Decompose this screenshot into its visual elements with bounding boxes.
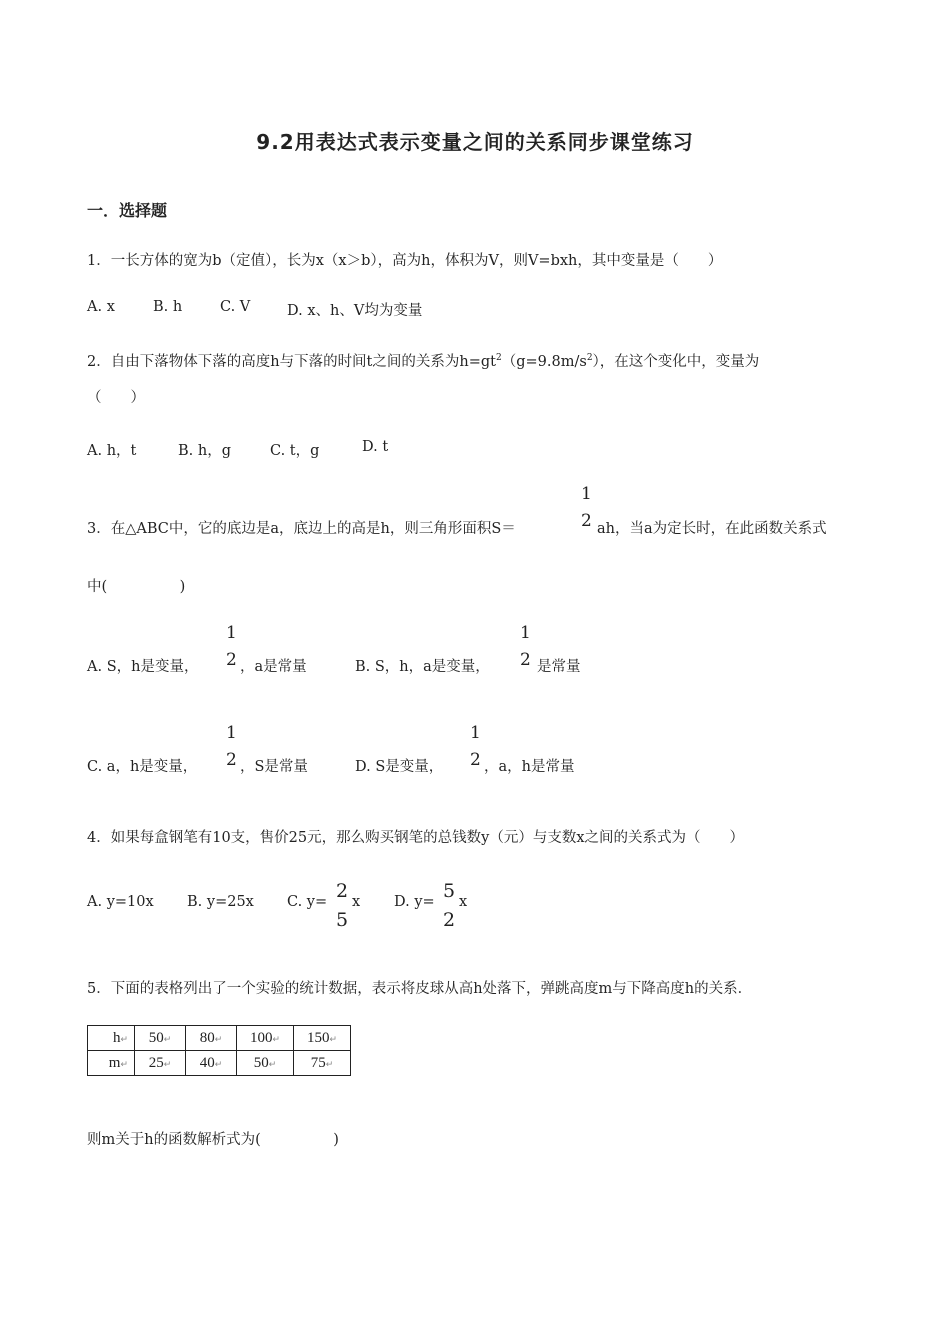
fraction-denominator: 2 [470,750,481,770]
fraction-numerator: 1 [226,623,237,643]
table-cell [186,1051,237,1076]
question-3-option-c-pre: C. a，h是变量， [87,759,198,775]
table-row [88,1026,351,1051]
fraction-numerator: 1 [226,723,237,743]
question-3-option-d-post: ，a，h是常量 [484,759,575,775]
question-3-option-b-pre: B. S，h，a是变量， [355,659,490,675]
table-cell [294,1026,351,1051]
cell-value: 25 [148,1054,164,1071]
cell-value: 100 [249,1029,273,1046]
table-row [88,1051,351,1076]
data-table [87,1025,351,1076]
question-2-text-line2: （ ） [87,390,145,406]
question-3-text-post: ah，当a为定长时，在此函数关系式 [597,521,827,537]
exponent: 2 [586,353,593,364]
return-mark-icon: ↵ [272,1033,281,1044]
question-4-option-c-post: x [352,894,361,910]
fraction-two-fifths [336,882,348,930]
question-2-option-c: C. t，g [270,443,320,459]
return-mark-icon: ↵ [329,1033,338,1044]
question-2-option-a: A. h，t [87,443,137,459]
return-mark-icon: ↵ [163,1033,172,1044]
return-mark-icon: ↵ [268,1058,277,1069]
question-2-option-b: B. h，g [178,443,231,459]
fraction-denominator: 2 [226,750,237,770]
cell-value: 80 [199,1029,215,1046]
fraction-denominator: 2 [581,511,592,531]
return-mark-icon: ↵ [214,1033,223,1044]
question-4-option-b: B. y=25x [187,894,254,910]
fraction-one-half [226,625,237,669]
question-1-option-b: B. h [153,299,183,315]
row-label-text: m [108,1054,121,1071]
fraction-numerator: 1 [520,623,531,643]
question-3-option-d-pre: D. S是变量， [355,759,444,775]
return-mark-icon: ↵ [163,1058,172,1069]
fraction-numerator: 5 [443,880,456,902]
return-mark-icon: ↵ [325,1058,334,1069]
fraction-one-half [520,625,531,669]
cell-value: 150 [306,1029,330,1046]
fraction-five-halves [443,882,455,930]
return-mark-icon: ↵ [214,1058,223,1069]
exponent: 2 [496,353,502,364]
question-3-option-a-post: ，a是常量 [240,659,307,675]
question-1-text: 1．一长方体的宽为b（定值），长为x（x＞b），高为h，体积为V，则V=bxh，其中变量是（ ） [87,253,723,269]
table-cell [294,1051,351,1076]
table-row-label [88,1026,135,1051]
fraction-numerator: 1 [470,723,481,743]
question-1-option-a: A. x [87,299,115,315]
row-label-text: h [112,1029,121,1046]
question-1-option-d: D. x、h、V均为变量 [287,303,423,319]
question-5-text-after: 则m关于h的函数解析式为( ) [87,1132,339,1148]
question-5-text: 5．下面的表格列出了一个实验的统计数据，表示将皮球从高h处落下，弹跳高度m与下降高度h的关系． [87,981,753,997]
question-4-option-d-post: x [459,894,468,910]
fraction-denominator: 2 [520,650,531,670]
page-title: 9.2用表达式表示变量之间的关系同步课堂练习 [256,130,694,154]
question-1-option-c: C. V [220,299,251,315]
question-4-option-d-pre: D. y= [394,894,435,910]
table-cell [135,1051,186,1076]
question-2-text-post: ），在这个变化中，变量为 [592,354,760,370]
question-3-text-pre: 3．在△ABC中，它的底边是a，底边上的高是h，则三角形面积S＝ [87,521,516,537]
return-mark-icon: ↵ [120,1033,128,1044]
fraction-numerator: 2 [336,880,349,902]
cell-value: 50 [148,1029,164,1046]
cell-value: 40 [199,1054,215,1071]
question-3-option-a-pre: A. S，h是变量， [87,659,199,675]
question-2-option-d: D. t [362,439,389,455]
question-2-text-mid: （g=9.8m/s [501,354,587,370]
question-3-option-b-post: 是常量 [537,659,581,675]
question-2-text [87,350,759,371]
question-3-text-line2: 中( ) [87,579,186,595]
cell-value: 75 [310,1054,326,1071]
table-cell [237,1051,294,1076]
fraction-denominator: 2 [226,650,237,670]
fraction-one-half [581,486,592,530]
table-cell [237,1026,294,1051]
return-mark-icon: ↵ [120,1058,128,1069]
fraction-denominator: 2 [443,909,456,931]
fraction-one-half [226,725,237,769]
fraction-numerator: 1 [581,484,592,504]
question-4-option-c-pre: C. y= [287,894,328,910]
question-4-option-a: A. y=10x [87,894,154,910]
question-4-text: 4．如果每盒钢笔有10支，售价25元，那么购买钢笔的总钱数y（元）与支数x之间的关系式为（ ） [87,830,744,846]
table-cell [135,1026,186,1051]
fraction-denominator: 5 [336,909,349,931]
question-2-text-pre: 2．自由下落物体下落的高度h与下落的时间t之间的关系为h=gt [87,354,496,370]
table-row-label [88,1051,135,1076]
section-heading: 一．选择题 [87,201,168,220]
table-cell [186,1026,237,1051]
question-3-option-c-post: ，S是常量 [240,759,308,775]
fraction-one-half [470,725,481,769]
cell-value: 50 [253,1054,269,1071]
